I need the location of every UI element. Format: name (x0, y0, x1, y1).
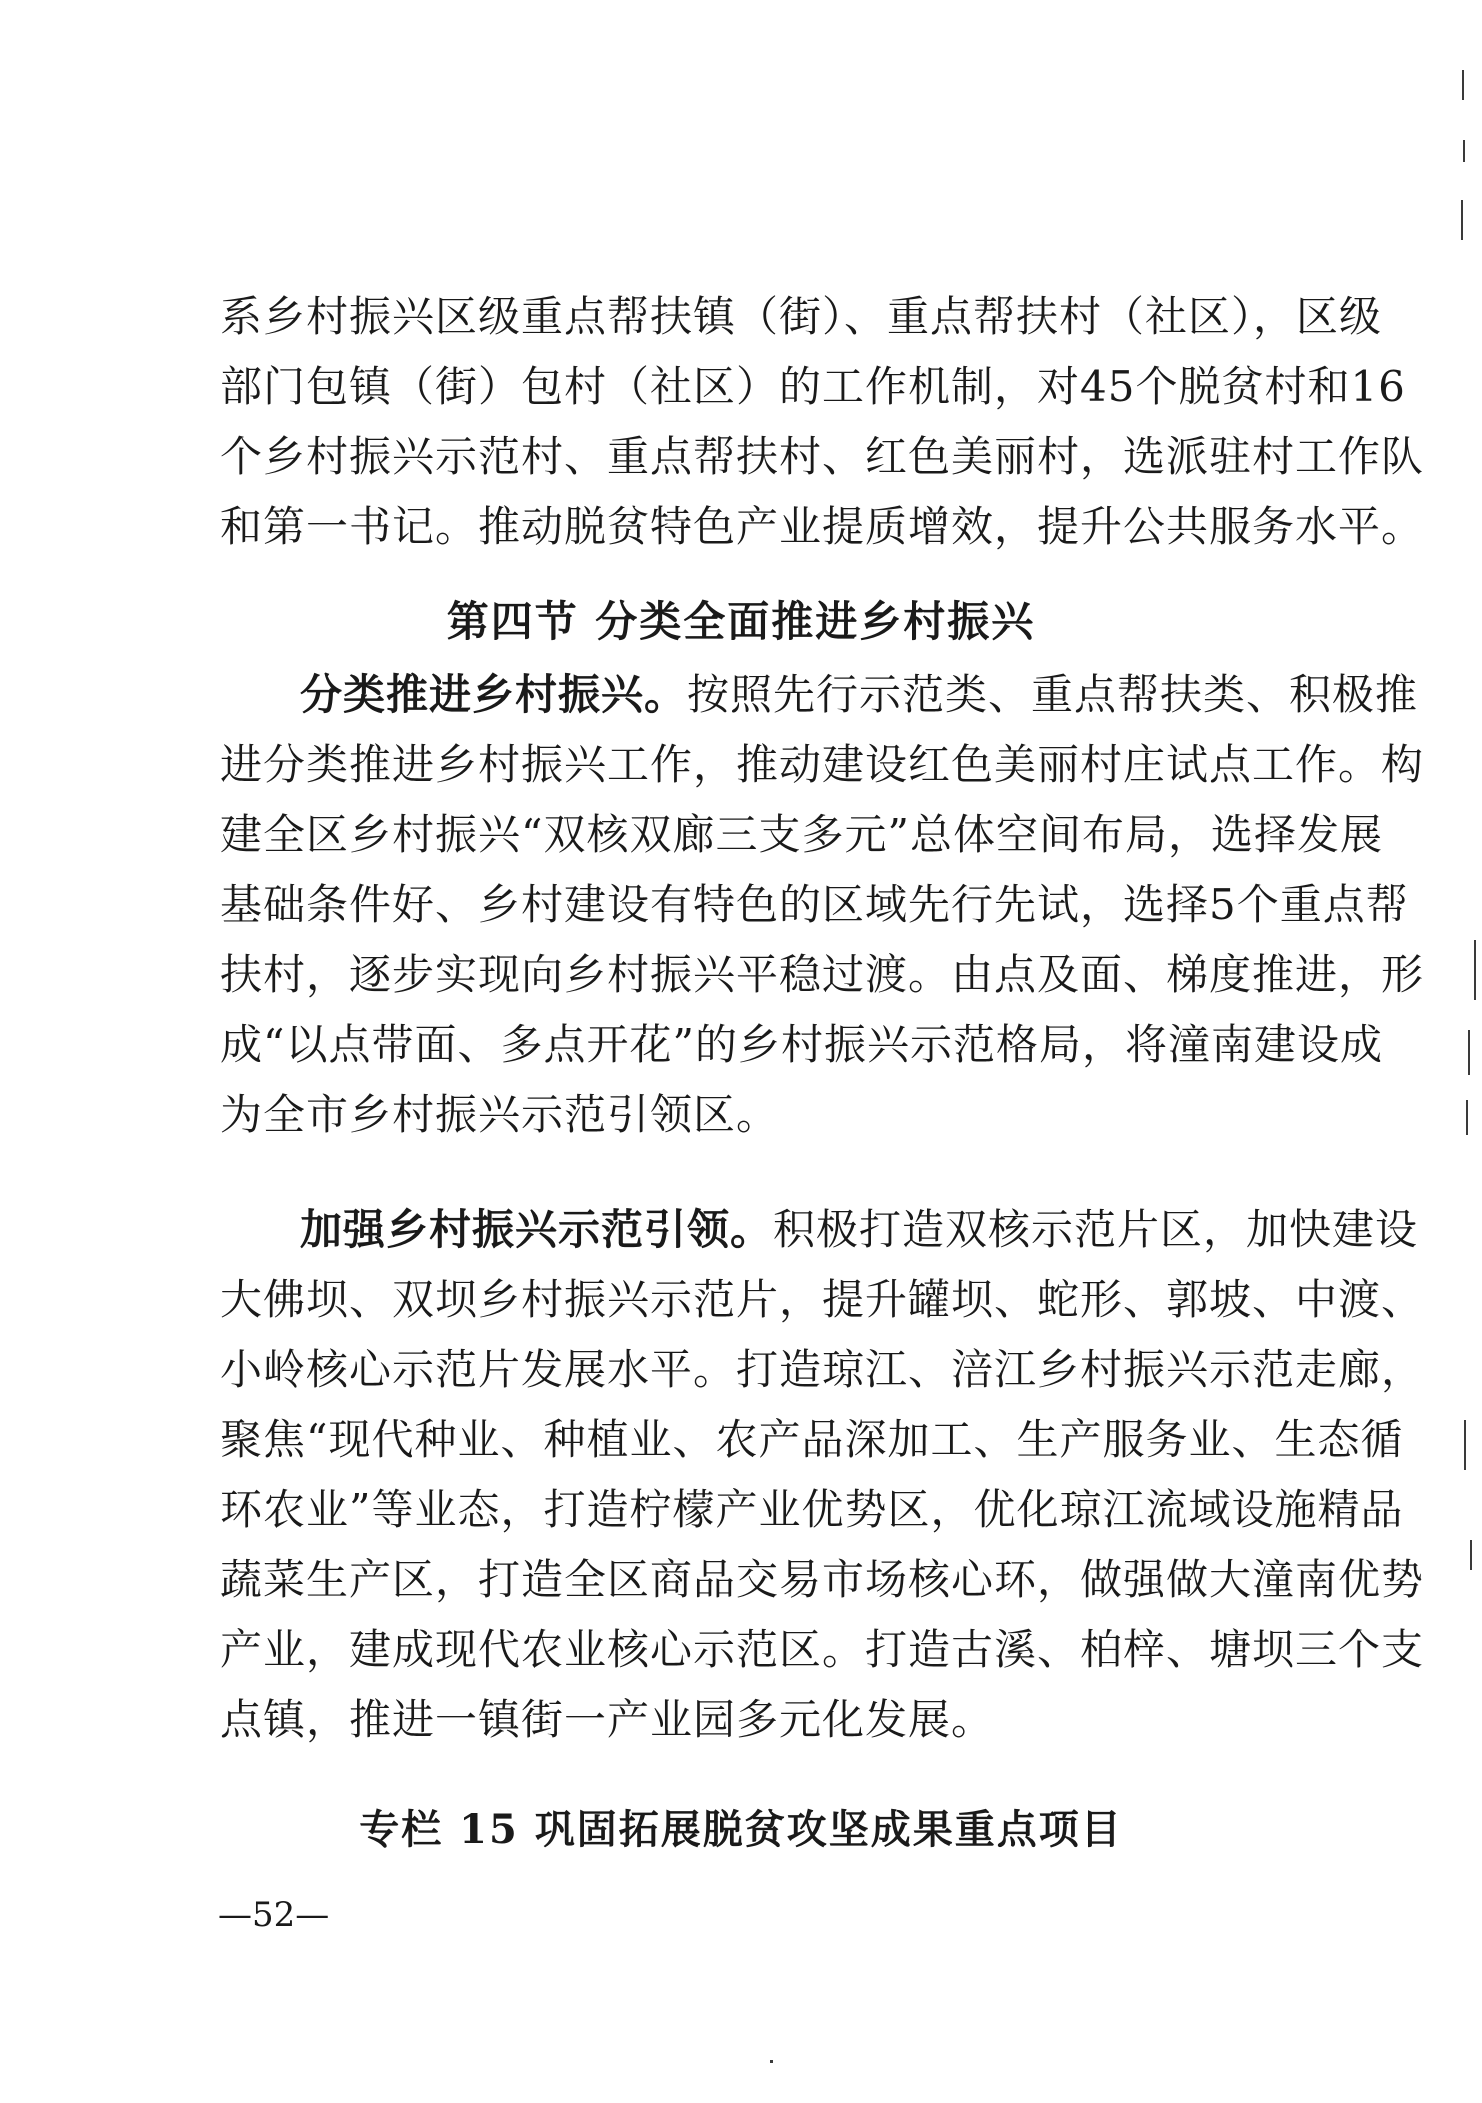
body-line: 扶村，逐步实现向乡村振兴平稳过渡。由点及面、梯度推进，形 (220, 950, 1425, 999)
body-line-last: 点镇，推进一镇街一产业园多元化发展。 (220, 1695, 995, 1744)
paragraph-classified-promotion (220, 660, 1425, 1150)
paragraph-first-line-text: 积极打造双核示范片区，加快建设 (773, 1205, 1419, 1254)
scan-edge-mark (1470, 1540, 1472, 1570)
scan-edge-mark (1463, 140, 1465, 162)
scan-edge-mark (1466, 1100, 1468, 1135)
scan-edge-mark (1474, 940, 1476, 1000)
paragraph-lead: 加强乡村振兴示范引领。 (300, 1205, 774, 1254)
body-line: 建全区乡村振兴“双核双廊三支多元”总体空间布局，选择发展 (220, 810, 1383, 859)
body-line: 个乡村振兴示范村、重点帮扶村、红色美丽村，选派驻村工作队 (220, 432, 1425, 481)
paragraph-lead: 分类推进乡村振兴。 (300, 670, 688, 719)
body-line: 大佛坝、双坝乡村振兴示范片，提升罐坝、蛇形、郭坡、中渡、 (220, 1275, 1425, 1324)
paragraph-first-line-text: 按照先行示范类、重点帮扶类、积极推 (687, 670, 1419, 719)
scan-edge-mark (1461, 200, 1463, 240)
scan-speck (770, 2060, 773, 2063)
body-line: 产业，建成现代农业核心示范区。打造古溪、柏梓、塘坝三个支 (220, 1625, 1425, 1674)
body-line: 系乡村振兴区级重点帮扶镇（街）、重点帮扶村（社区），区级 (220, 292, 1383, 341)
body-line: 和第一书记。推动脱贫特色产业提质增效，提升公共服务水平。 (220, 502, 1425, 551)
body-line: 小岭核心示范片发展水平。打造琼江、涪江乡村振兴示范走廊， (220, 1345, 1425, 1394)
scan-edge-mark (1462, 70, 1464, 100)
body-line-last: 为全市乡村振兴示范引领区。 (220, 1090, 780, 1139)
body-line: 进分类推进乡村振兴工作，推动建设红色美丽村庄试点工作。构 (220, 740, 1425, 789)
section-heading: 第四节 分类全面推进乡村振兴 (446, 597, 1036, 646)
body-line-first (220, 660, 1419, 730)
scan-edge-mark (1468, 1030, 1470, 1075)
body-line: 环农业”等业态，打造柠檬产业优势区，优化琼江流域设施精品 (220, 1485, 1404, 1534)
body-line: 成“以点带面、多点开花”的乡村振兴示范格局，将潼南建设成 (220, 1020, 1383, 1069)
body-line: 基础条件好、乡村建设有特色的区域先行先试，选择5个重点帮 (220, 880, 1409, 929)
body-line: 蔬菜生产区，打造全区商品交易市场核心环，做强做大潼南优势 (220, 1555, 1425, 1604)
paragraph-continuation (220, 282, 1425, 562)
scan-edge-mark (1464, 1420, 1466, 1470)
column-heading: 专栏 15 巩固拓展脱贫攻坚成果重点项目 (359, 1806, 1123, 1853)
paragraph-demonstration-lead (220, 1195, 1425, 1755)
body-line: 聚焦“现代种业、种植业、农产品深加工、生产服务业、生态循 (220, 1415, 1404, 1464)
body-line-first (220, 1195, 1419, 1265)
body-line: 部门包镇（街）包村（社区）的工作机制，对45个脱贫村和16 (220, 362, 1406, 411)
page-number: —52— (218, 1895, 330, 1935)
